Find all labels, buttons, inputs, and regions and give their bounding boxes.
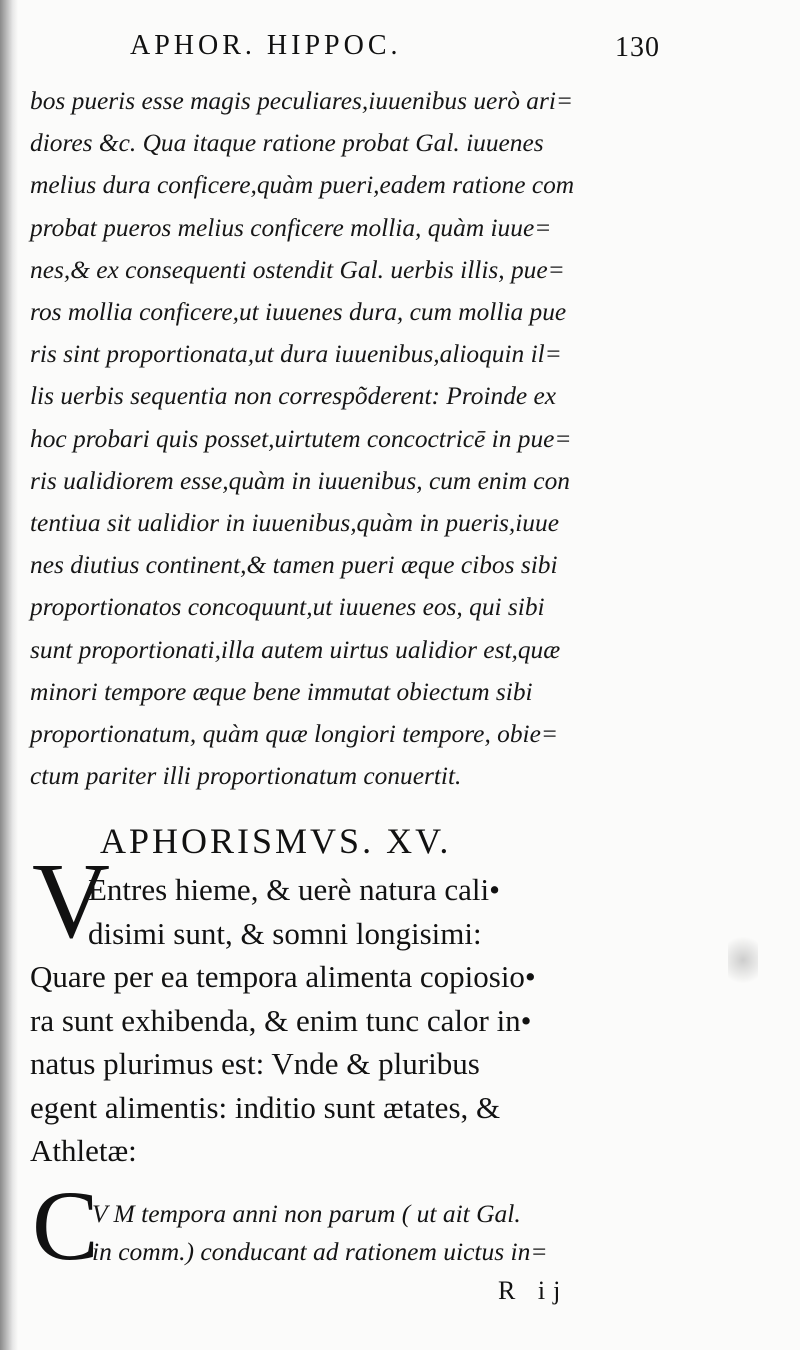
text-line: melius dura conficere,quàm pueri,eadem ratione com <box>30 171 575 200</box>
text-line: nes diutius continent,& tamen pueri æque cibos sibi <box>30 551 558 580</box>
text-line: disimi sunt, & somni longisimi: <box>88 915 482 951</box>
text-line: lis uerbis sequentia non correspõderent: Proinde ex <box>30 382 557 411</box>
signature-mark: R ij <box>498 1276 569 1305</box>
text-line: Entres hieme, & uerè natura cali• <box>88 872 500 907</box>
page-number: 130 <box>615 32 660 63</box>
ink-smudge <box>728 930 758 990</box>
text-line: natus plurimus est: Vnde & pluribus <box>30 1046 480 1081</box>
text-line: probat pueros melius conficere mollia, quàm iuue= <box>30 213 552 242</box>
text-line: ris ualidiorem esse,quàm in iuuenibus, cum enim con <box>30 466 570 495</box>
aphorism-text <box>30 868 670 1173</box>
aphorism-heading: APHORISMVS. XV. <box>100 821 452 861</box>
page-gutter-shadow <box>0 0 18 1350</box>
text-line: V M tempora anni non parum ( ut ait Gal. <box>92 1199 521 1228</box>
text-line: hoc probari quis posset,uirtutem concoctricē in pue= <box>30 424 572 453</box>
commentary-text <box>30 80 660 797</box>
drop-cap-c: C <box>32 1170 99 1281</box>
text-line: tentiua sit ualidior in iuuenibus,quàm in pueris,iuue <box>30 509 559 538</box>
text-line: bos pueris esse magis peculiares,iuuenibus uerò ari= <box>30 87 574 115</box>
drop-cap-v: V <box>32 842 110 961</box>
text-line: sunt proportionati,illa autem uirtus ualidior est,quæ <box>30 635 561 664</box>
text-line: egent alimentis: inditio sunt ætates, & <box>30 1089 501 1125</box>
text-line: minori tempore æque bene immutat obiectum sibi <box>30 677 533 706</box>
page-header <box>100 30 660 74</box>
text-line: ctum pariter illi proportionatum conuertit. <box>30 762 462 791</box>
text-line: Athletæ: <box>30 1133 137 1168</box>
text-line: proportionatum, quàm quæ longiori tempore, obie= <box>30 720 558 749</box>
comment-text <box>30 1195 670 1271</box>
text-line: diores &c. Qua itaque ratione probat Gal. iuuenes <box>30 129 544 158</box>
text-line: proportionatos concoquunt,ut iuuenes eos, qui sibi <box>30 593 545 622</box>
text-line: ra sunt exhibenda, & enim tunc calor in• <box>30 1002 532 1038</box>
text-line: ros mollia conficere,ut iuuenes dura, cum mollia pue <box>30 298 567 327</box>
text-line: ris sint proportionata,ut dura iuuenibus,alioquin il= <box>30 340 562 369</box>
text-line: in comm.) conducant ad rationem uictus in= <box>92 1237 548 1266</box>
text-line: nes,& ex consequenti ostendit Gal. uerbis illis, pue= <box>30 255 565 284</box>
text-line: Quare per ea tempora alimenta copiosio• <box>30 959 536 994</box>
running-head: APHOR. HIPPOC. <box>130 30 402 61</box>
